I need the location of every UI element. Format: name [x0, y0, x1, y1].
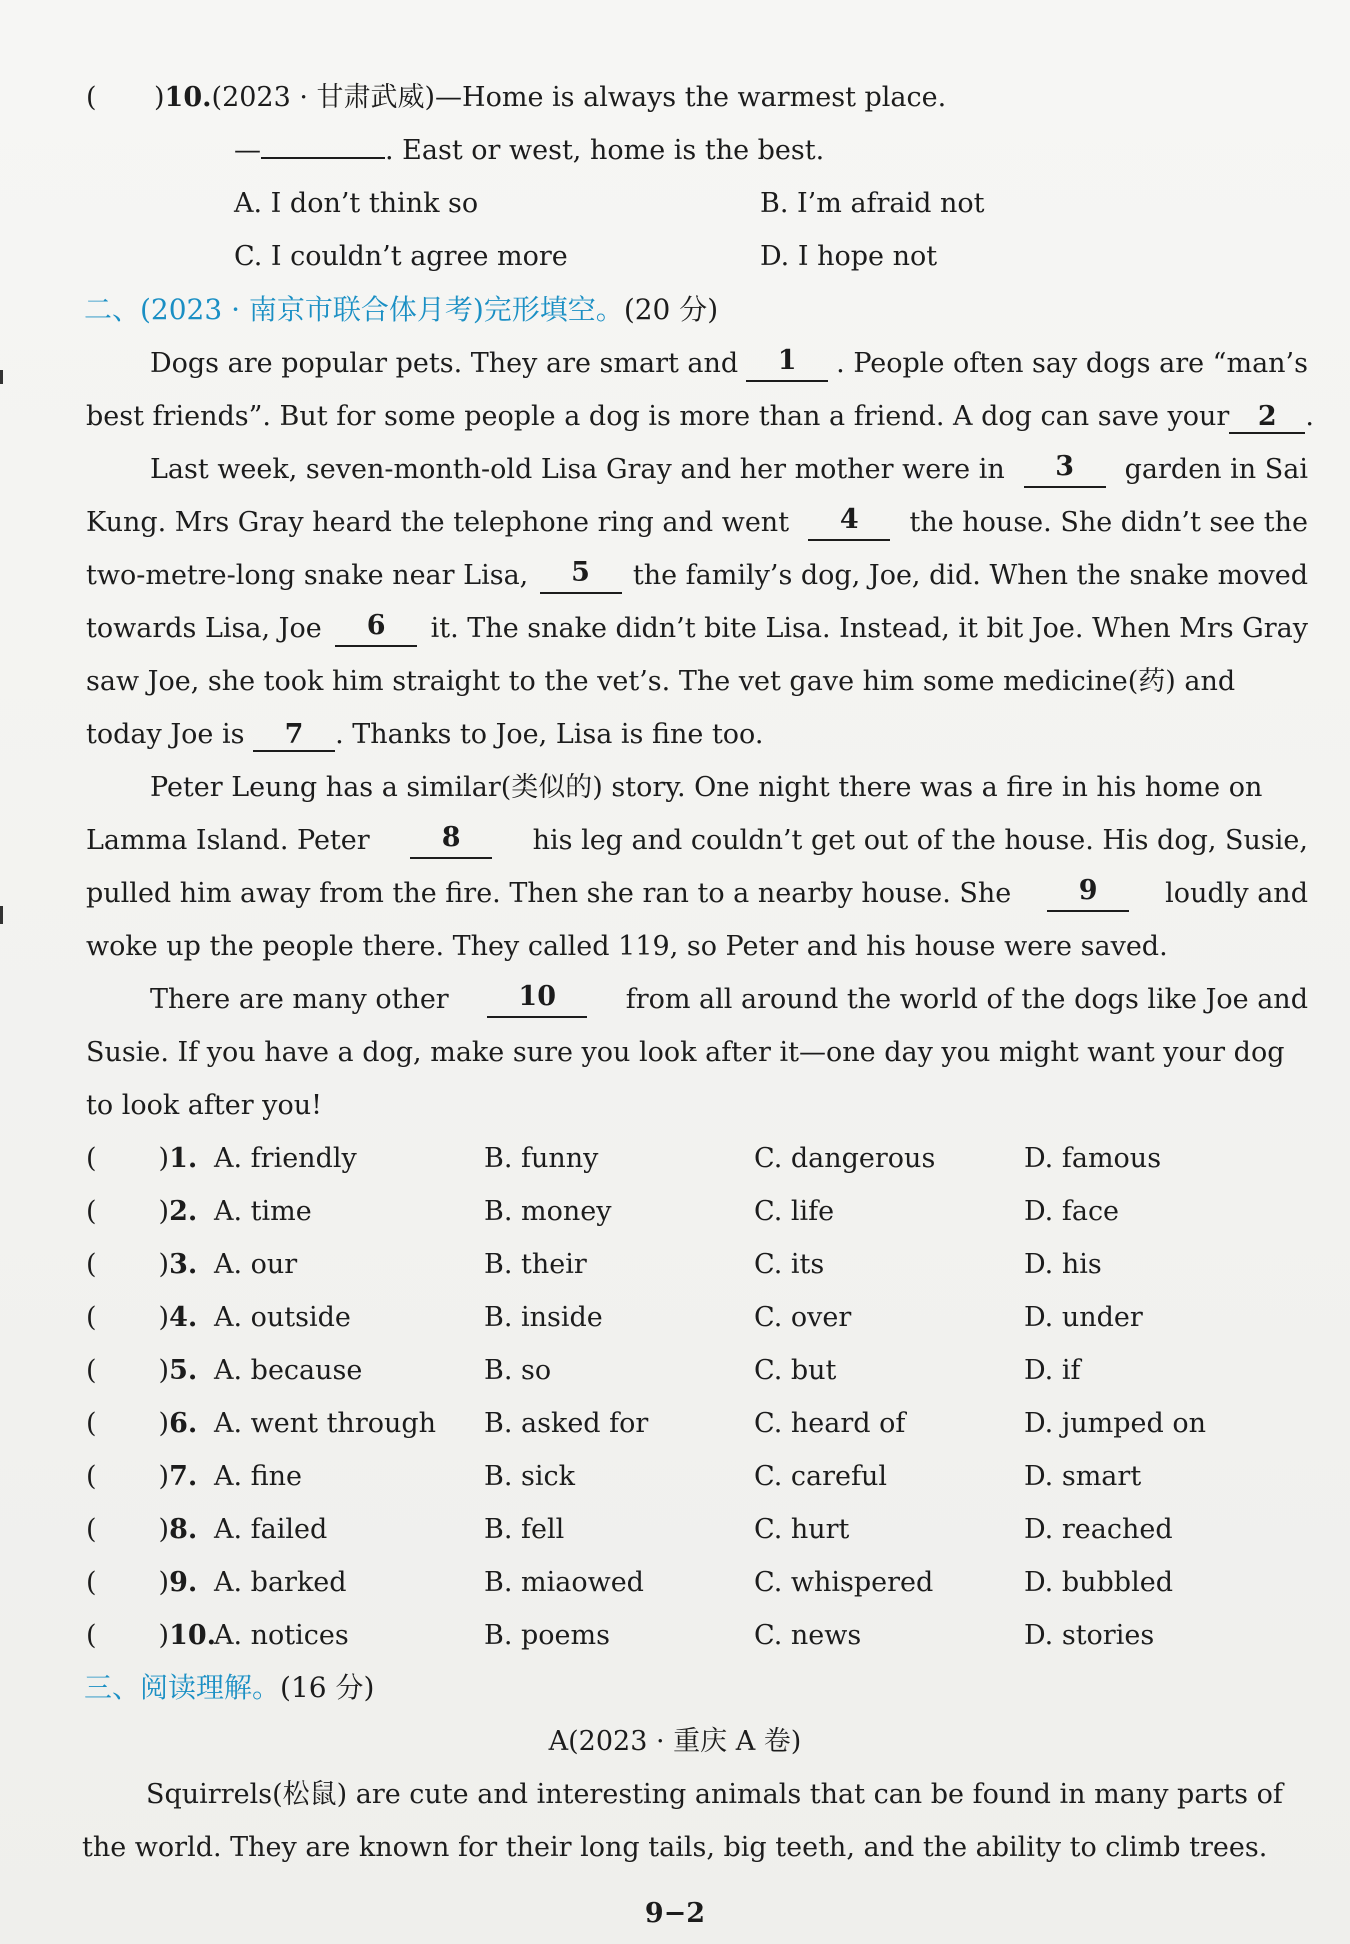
cloze-blank-4[interactable]: 4 [808, 505, 890, 541]
passage-text: loudly and [1165, 878, 1308, 909]
passage-text: from all around the world of the dogs like Joe and [625, 984, 1308, 1015]
option-b: B. poems [484, 1620, 610, 1651]
option-b: B. asked for [484, 1408, 649, 1439]
passage-line [86, 558, 1308, 594]
question-number: 5. [169, 1355, 198, 1386]
option-c: C. hurt [754, 1514, 850, 1545]
answer-paren[interactable]: ( )9. [86, 1567, 198, 1598]
option-a: A. because [214, 1355, 363, 1386]
answer-paren-close: ) [154, 82, 165, 113]
option-b: B. fell [484, 1514, 565, 1545]
section-heading: 二、(2023 · 南京市联合体月考)完形填空。 [84, 293, 624, 326]
option-b: B. sick [484, 1461, 575, 1492]
passage-text: it. The snake didn’t bite Lisa. Instead, it bit Joe. When Mrs Gray [430, 613, 1308, 644]
question-number: 6. [169, 1408, 198, 1439]
q10-option-c: C. I couldn’t agree more [234, 241, 568, 272]
option-a: A. friendly [214, 1143, 357, 1174]
margin-mark [0, 906, 3, 924]
question-number: 3. [169, 1249, 198, 1280]
answer-paren[interactable]: ( )2. [86, 1196, 198, 1227]
answer-paren[interactable]: ( )1. [86, 1143, 198, 1174]
option-c: C. careful [754, 1461, 887, 1492]
cloze-blank-8[interactable]: 8 [410, 823, 492, 859]
answer-paren[interactable]: ( )4. [86, 1302, 198, 1333]
answer-paren[interactable]: ( )10. [86, 1620, 217, 1651]
option-c: C. its [754, 1249, 825, 1280]
passage-text: . People often say dogs are “man’s [836, 348, 1308, 379]
cloze-blank-3[interactable]: 3 [1024, 452, 1106, 488]
q10-option-a: A. I don’t think so [234, 188, 479, 219]
q10-option-b: B. I’m afraid not [760, 188, 985, 219]
passage-line [86, 505, 1308, 541]
question-number: 9. [169, 1567, 198, 1598]
passage-line: saw Joe, she took him straight to the vet’s. The vet gave him some medicine(药) and [86, 666, 1236, 697]
question-number: 2. [169, 1196, 198, 1227]
answer-paren[interactable]: ( )8. [86, 1514, 198, 1545]
cloze-blank-7[interactable]: 7 [253, 720, 335, 752]
option-c: C. news [754, 1620, 862, 1651]
option-d: D. jumped on [1024, 1408, 1206, 1439]
option-d: D. under [1024, 1302, 1143, 1333]
passage-line [86, 717, 763, 753]
reply-text: . East or west, home is the best. [385, 135, 825, 166]
reading-a-title: A(2023 · 重庆 A 卷) [548, 1726, 802, 1757]
option-d: D. bubbled [1024, 1567, 1173, 1598]
option-b: B. money [484, 1196, 612, 1227]
answer-paren[interactable]: ( )6. [86, 1408, 198, 1439]
option-c: C. life [754, 1196, 835, 1227]
passage-text: garden in Sai [1124, 454, 1308, 485]
passage-line: to look after you! [86, 1090, 322, 1121]
passage-text: . [1305, 401, 1314, 432]
passage-line [86, 876, 1308, 912]
passage-text: . Thanks to Joe, Lisa is fine too. [335, 719, 764, 750]
passage-line [150, 346, 1308, 382]
passage-text: pulled him away from the fire. Then she ran to a nearby house. She [86, 878, 1012, 909]
option-a: A. notices [214, 1620, 349, 1651]
option-d: D. his [1024, 1249, 1102, 1280]
passage-text: Dogs are popular pets. They are smart and [150, 348, 739, 379]
passage-line: Susie. If you have a dog, make sure you look after it—one day you might want your dog [86, 1037, 1285, 1068]
option-a: A. went through [214, 1408, 437, 1439]
passage-line [86, 399, 1314, 435]
cloze-blank-5[interactable]: 5 [540, 558, 622, 594]
option-b: B. their [484, 1249, 587, 1280]
option-d: D. reached [1024, 1514, 1173, 1545]
option-c: C. over [754, 1302, 852, 1333]
section-score: (16 分) [280, 1671, 375, 1704]
section-heading: 三、阅读理解。 [84, 1671, 281, 1704]
passage-line: woke up the people there. They called 119, so Peter and his house were saved. [86, 931, 1168, 962]
option-a: A. time [214, 1196, 312, 1227]
dash: — [234, 135, 261, 166]
passage-text: the house. She didn’t see the [909, 507, 1308, 538]
option-b: B. inside [484, 1302, 603, 1333]
reading-line: the world. They are known for their long tails, big teeth, and the ability to climb trees. [82, 1832, 1268, 1863]
question-prompt: (2023 · 甘肃武威)—Home is always the warmest place. [211, 82, 947, 113]
question-number: 8. [169, 1514, 198, 1545]
option-d: D. stories [1024, 1620, 1155, 1651]
section-score: (20 分) [623, 293, 719, 326]
option-a: A. our [214, 1249, 298, 1280]
passage-text: towards Lisa, Joe [86, 613, 322, 644]
reading-line: Squirrels(松鼠) are cute and interesting animals that can be found in many parts of [146, 1779, 1283, 1810]
option-a: A. barked [214, 1567, 347, 1598]
option-a: A. fine [214, 1461, 303, 1492]
question-number: 10. [169, 1620, 217, 1651]
page-number: 9−2 [644, 1898, 706, 1929]
passage-text: two-metre-long snake near Lisa, [86, 560, 529, 591]
option-c: C. dangerous [754, 1143, 936, 1174]
passage-text: the family’s dog, Joe, did. When the snake moved [632, 560, 1308, 591]
option-c: C. but [754, 1355, 837, 1386]
passage-text: Lamma Island. Peter [86, 825, 370, 856]
option-b: B. miaowed [484, 1567, 644, 1598]
question-10-reply [234, 133, 824, 169]
question-number: 1. [169, 1143, 198, 1174]
passage-text: Kung. Mrs Gray heard the telephone ring and went [86, 507, 790, 538]
answer-blank[interactable] [261, 157, 385, 159]
option-b: B. so [484, 1355, 552, 1386]
passage-line [86, 611, 1308, 647]
passage-text: his leg and couldn’t get out of the house. His dog, Susie, [532, 825, 1308, 856]
cloze-blank-1[interactable]: 1 [746, 346, 828, 382]
option-d: D. famous [1024, 1143, 1162, 1174]
q10-option-d: D. I hope not [760, 241, 938, 272]
passage-text: today Joe is [86, 719, 245, 750]
option-a: A. failed [214, 1514, 328, 1545]
cloze-blank-6[interactable]: 6 [335, 611, 417, 647]
question-10 [86, 80, 946, 116]
question-number: 10. [164, 82, 212, 113]
option-b: B. funny [484, 1143, 599, 1174]
option-c: C. heard of [754, 1408, 906, 1439]
option-a: A. outside [214, 1302, 351, 1333]
answer-paren-open: ( [86, 82, 97, 113]
passage-text: best friends”. But for some people a dog is more than a friend. A dog can save your [86, 401, 1230, 432]
question-number: 7. [169, 1461, 198, 1492]
option-c: C. whispered [754, 1567, 934, 1598]
cloze-blank-10[interactable]: 10 [487, 982, 587, 1018]
answer-paren[interactable]: ( )3. [86, 1249, 198, 1280]
option-d: D. if [1024, 1355, 1081, 1386]
passage-text: Last week, seven-month-old Lisa Gray and her mother were in [150, 454, 1005, 485]
passage-line [150, 982, 1308, 1018]
section-2-title [84, 292, 718, 328]
passage-line: Peter Leung has a similar(类似的) story. One night there was a fire in his home on [150, 772, 1263, 803]
passage-line [86, 823, 1308, 859]
passage-text: There are many other [150, 984, 449, 1015]
question-number: 4. [169, 1302, 198, 1333]
answer-paren[interactable]: ( )5. [86, 1355, 198, 1386]
passage-line [150, 452, 1308, 488]
section-3-title [84, 1670, 374, 1706]
option-d: D. face [1024, 1196, 1120, 1227]
cloze-blank-9[interactable]: 9 [1047, 876, 1129, 912]
cloze-blank-2[interactable]: 2 [1229, 402, 1305, 434]
option-d: D. smart [1024, 1461, 1142, 1492]
answer-paren[interactable]: ( )7. [86, 1461, 198, 1492]
margin-mark [0, 370, 3, 384]
